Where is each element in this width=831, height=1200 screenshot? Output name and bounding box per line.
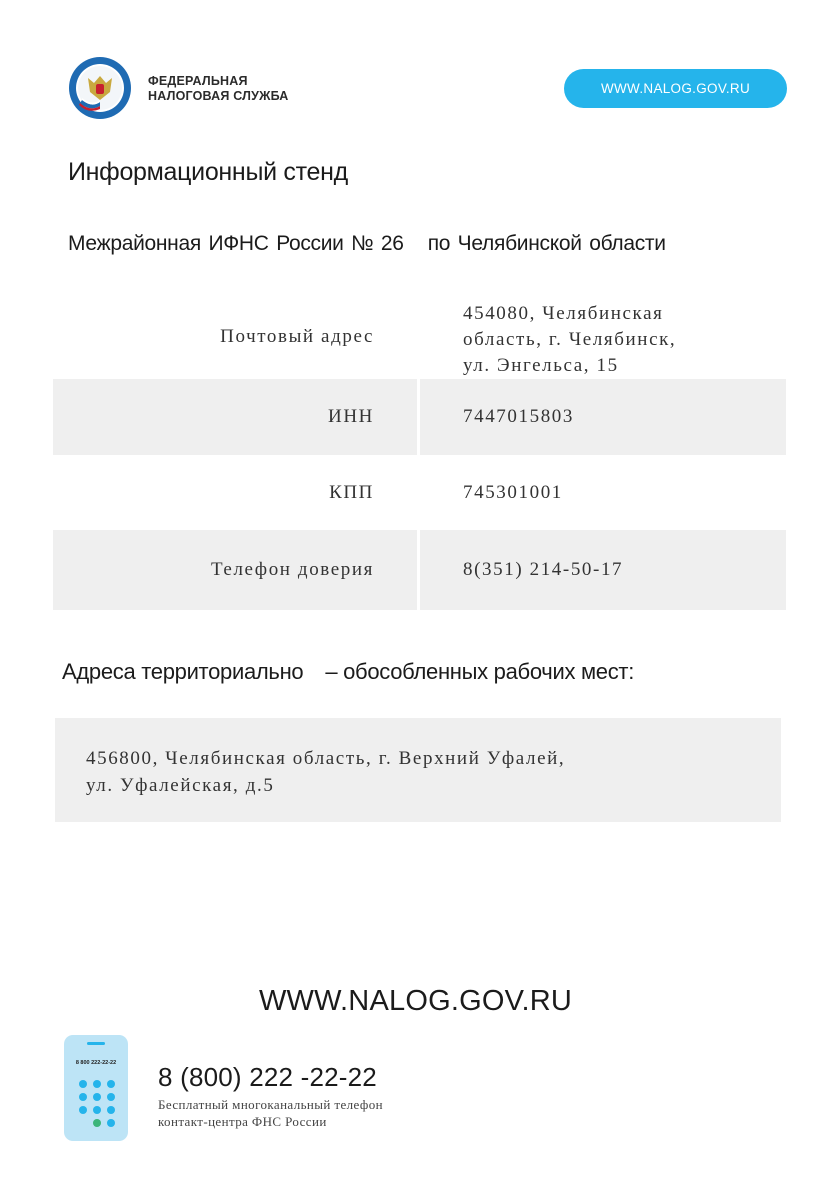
website-link-button[interactable]: WWW.NALOG.GOV.RU bbox=[564, 69, 787, 108]
address-line: область, г. Челябинск, bbox=[463, 329, 677, 350]
inspection-name bbox=[68, 232, 666, 256]
keypad-key bbox=[79, 1093, 87, 1101]
info-label: КПП bbox=[329, 481, 374, 503]
logo-line-1: ФЕДЕРАЛЬНАЯ bbox=[148, 74, 248, 88]
info-row-trust-phone bbox=[53, 530, 786, 610]
workplaces-heading-part1: Адреса территориально bbox=[62, 659, 304, 684]
info-value bbox=[420, 295, 786, 378]
hotline-description bbox=[158, 1096, 383, 1130]
keypad-key bbox=[107, 1093, 115, 1101]
keypad-key bbox=[93, 1080, 101, 1088]
logo-line-2: НАЛОГОВАЯ СЛУЖБА bbox=[148, 89, 289, 103]
info-row-inn bbox=[53, 379, 786, 455]
info-value: 745301001 bbox=[463, 481, 563, 503]
info-row-kpp bbox=[53, 455, 786, 530]
logo-wordmark bbox=[148, 74, 289, 104]
workplaces-heading-part2: – обособленных рабочих мест: bbox=[325, 659, 635, 684]
info-row-postal-address bbox=[53, 295, 786, 378]
info-label: Почтовый адрес bbox=[220, 325, 374, 347]
keypad-call-key bbox=[93, 1119, 101, 1127]
footer-website-link[interactable]: WWW.NALOG.GOV.RU bbox=[258, 985, 573, 1017]
workplace-address-line: ул. Уфалейская, д.5 bbox=[86, 775, 275, 796]
info-label: Телефон доверия bbox=[53, 530, 417, 610]
address-line: ул. Энгельса, 15 bbox=[463, 355, 619, 376]
inspection-name-part1: Межрайонная ИФНС России № 26 bbox=[68, 232, 404, 255]
inspection-name-part2: по Челябинской области bbox=[427, 232, 666, 255]
workplace-address-box bbox=[55, 718, 781, 822]
hotline-number[interactable]: 8 (800) 222 -22-22 bbox=[158, 1062, 377, 1092]
info-value: 8(351) 214-50-17 bbox=[420, 530, 786, 610]
keypad-key bbox=[93, 1093, 101, 1101]
page-title: Информационный стенд bbox=[68, 158, 348, 186]
keypad-key bbox=[79, 1080, 87, 1088]
keypad-key bbox=[107, 1080, 115, 1088]
info-value: 7447015803 bbox=[420, 379, 786, 455]
hotline-desc-line-1: Бесплатный многоканальный телефон bbox=[158, 1097, 383, 1112]
keypad-key bbox=[107, 1119, 115, 1127]
fns-emblem-logo bbox=[68, 56, 132, 120]
phone-speaker bbox=[87, 1042, 105, 1045]
info-table bbox=[53, 295, 786, 610]
workplace-address-line: 456800, Челябинская область, г. Верхний Уфалей, bbox=[86, 748, 566, 769]
phone-screen-number: 8 800 222-22-22 bbox=[75, 1060, 117, 1066]
hotline-desc-line-2: контакт-центра ФНС России bbox=[158, 1114, 327, 1129]
keypad-key bbox=[93, 1106, 101, 1114]
keypad-key bbox=[107, 1106, 115, 1114]
workplaces-heading bbox=[62, 659, 634, 685]
keypad-key bbox=[79, 1106, 87, 1114]
phone-icon bbox=[64, 1035, 128, 1141]
info-label: ИНН bbox=[53, 379, 417, 455]
address-line: 454080, Челябинская bbox=[463, 303, 664, 324]
